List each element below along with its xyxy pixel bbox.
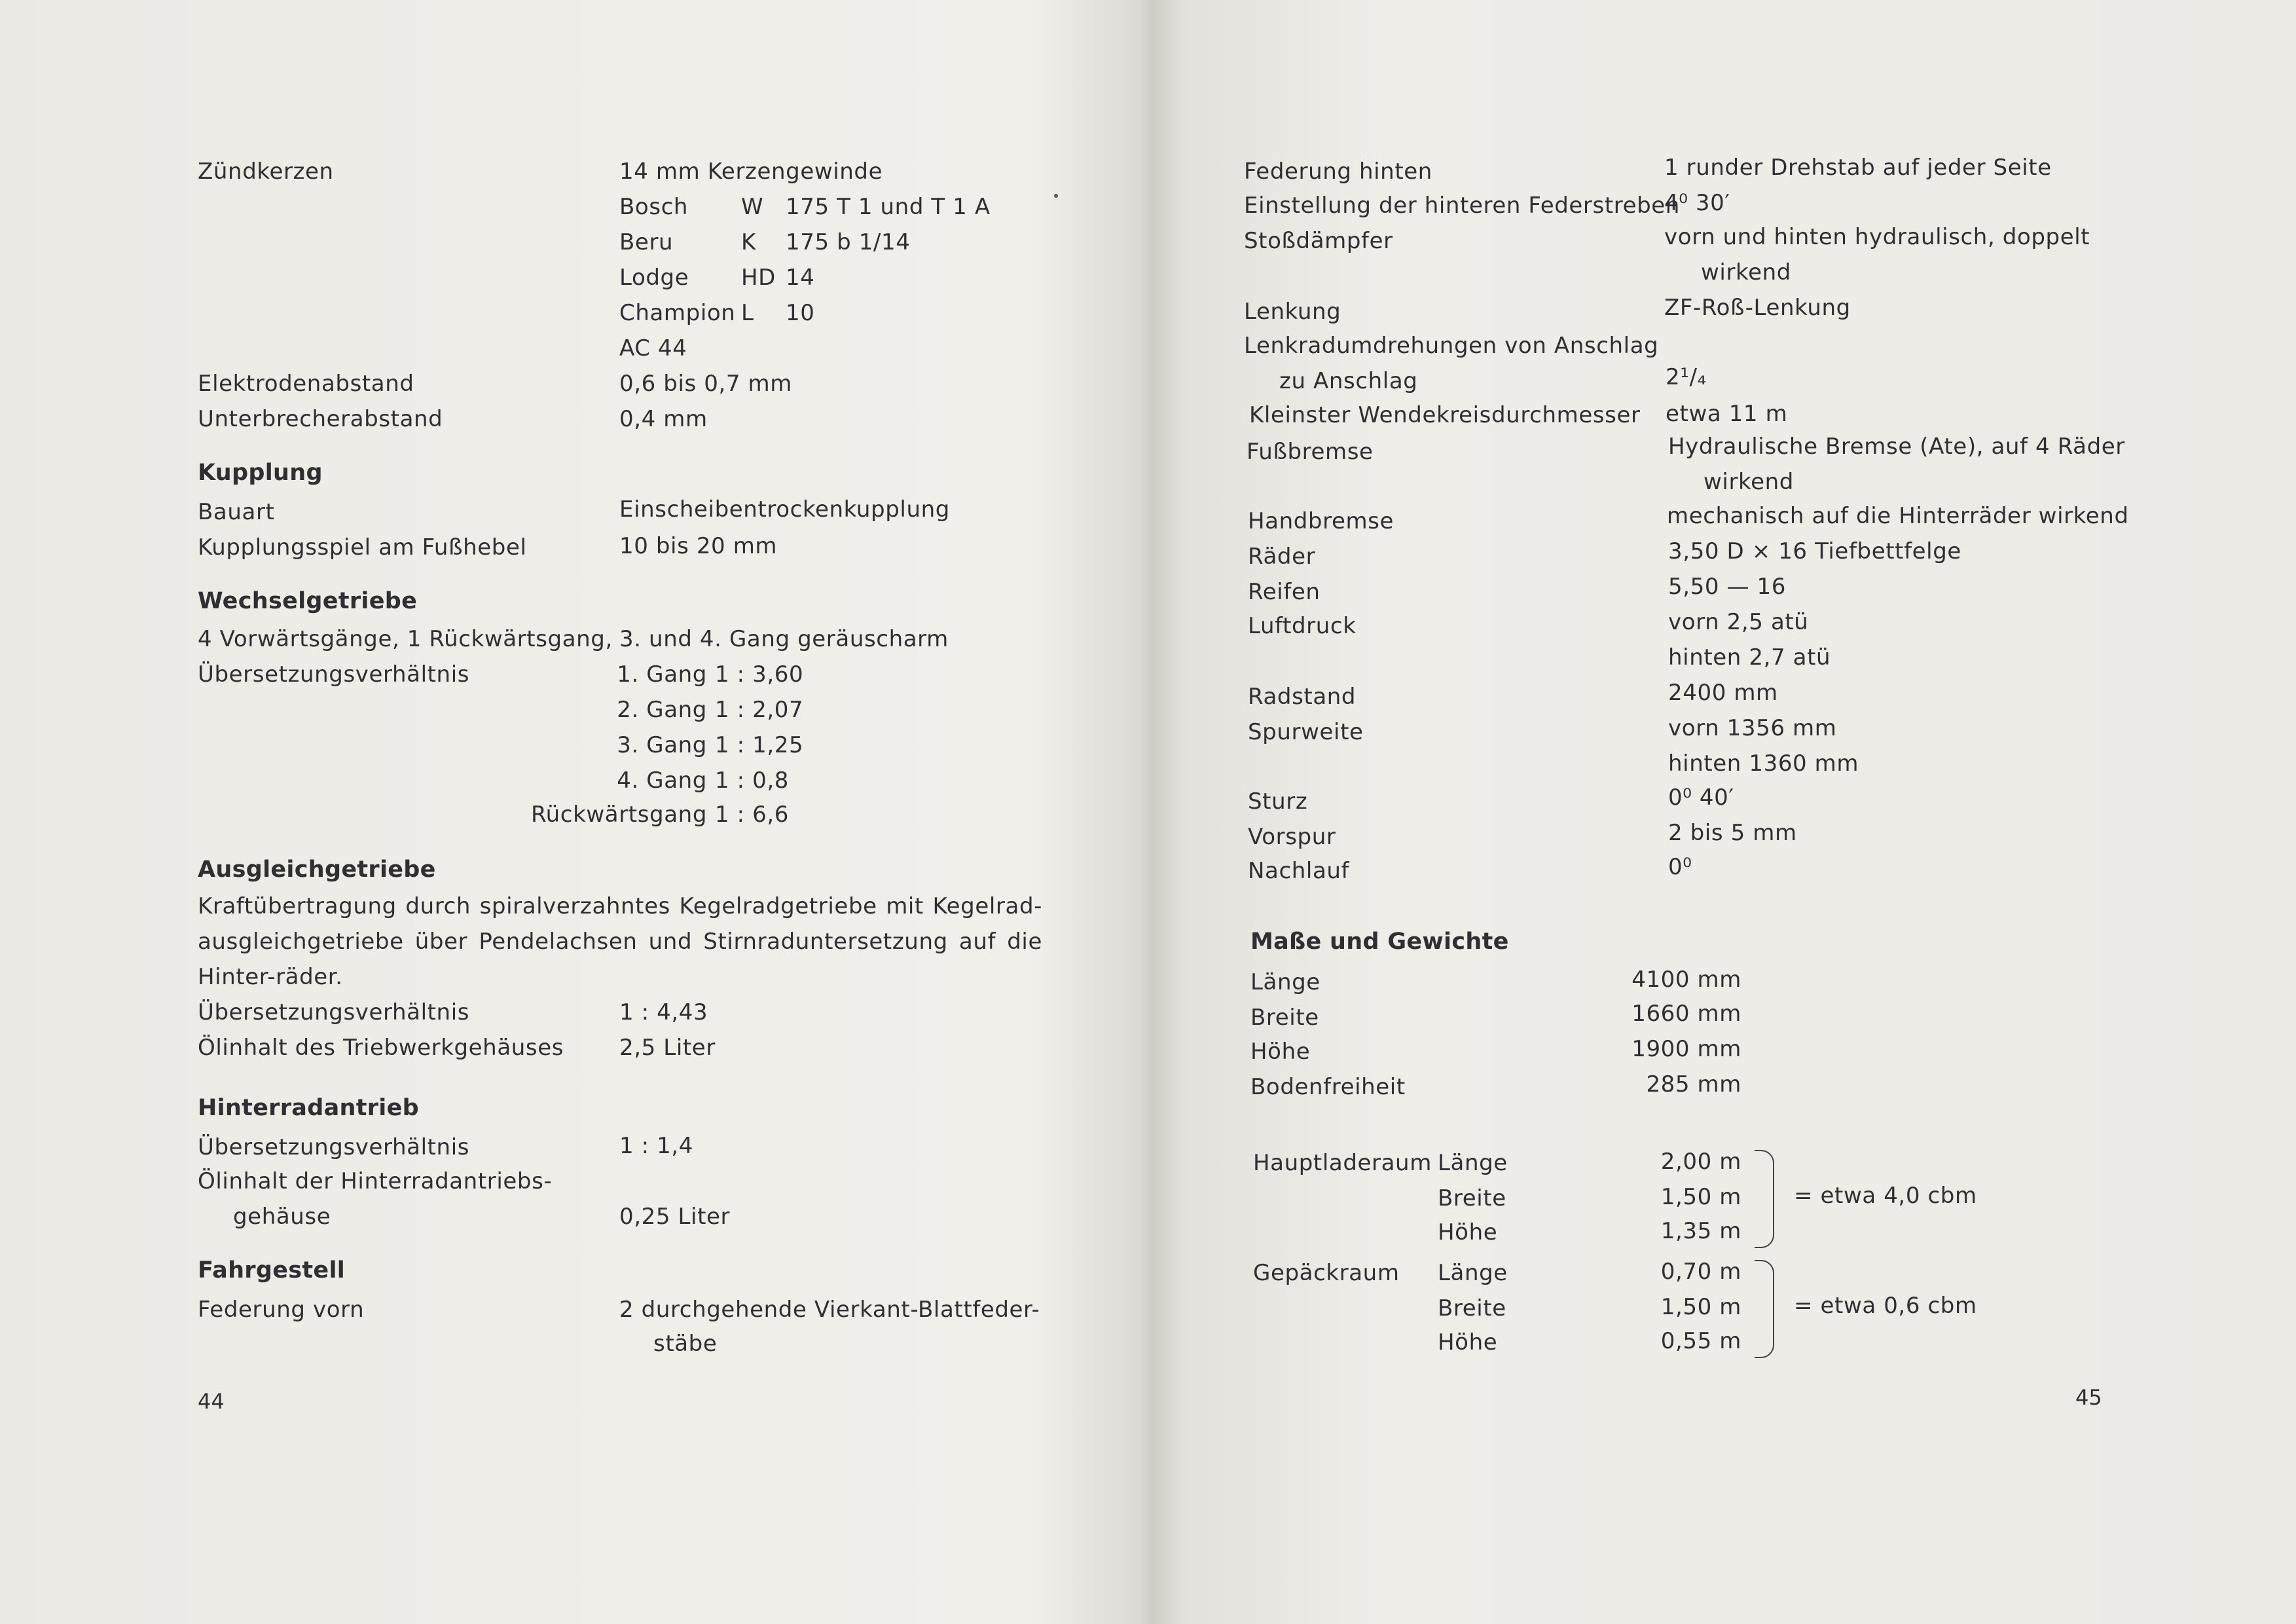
plug-brand: Champion bbox=[619, 300, 736, 326]
gear-ratio: 1 : 3,60 bbox=[715, 661, 804, 688]
gear-name: Rückwärtsgang bbox=[530, 802, 707, 828]
wheelbase-value: 2400 mm bbox=[1668, 680, 1778, 706]
turning-circle-label: Kleinster Wendekreisdurchmesser bbox=[1249, 402, 1641, 428]
spark-plugs-thread: 14 mm Kerzengewinde bbox=[619, 158, 883, 185]
steering-value: ZF-Roß-Lenkung bbox=[1664, 295, 1851, 321]
gearbox-heading: Wechselgetriebe bbox=[198, 588, 418, 614]
gear-name: 4. Gang bbox=[617, 767, 707, 794]
tyre-pressure-rear: hinten 2,7 atü bbox=[1668, 644, 1831, 671]
plug-spec: 175 T 1 und T 1 A bbox=[786, 194, 991, 220]
breaker-gap-label: Unterbrecherabstand bbox=[198, 406, 443, 432]
dimensions-heading: Maße und Gewichte bbox=[1250, 929, 1509, 955]
cargo-dim-label: Länge bbox=[1438, 1150, 1508, 1176]
rear-oil-value: 0,25 Liter bbox=[619, 1204, 731, 1230]
diff-oil-label: Ölinhalt des Triebwerkgehäuses bbox=[198, 1035, 564, 1061]
plug-code: L bbox=[741, 300, 754, 326]
electrode-gap-value: 0,6 bis 0,7 mm bbox=[619, 371, 792, 397]
differential-heading: Ausgleichgetriebe bbox=[198, 857, 436, 883]
clutch-type-label: Bauart bbox=[198, 499, 275, 525]
luggage-dim-value: 0,55 m bbox=[1660, 1328, 1741, 1354]
clutch-heading: Kupplung bbox=[198, 460, 323, 486]
wheels-label: Räder bbox=[1248, 544, 1316, 570]
tyres-value: 5,50 — 16 bbox=[1668, 574, 1786, 600]
cargo-dim-value: 2,00 m bbox=[1660, 1149, 1741, 1175]
luggage-brace bbox=[1755, 1260, 1774, 1358]
cargo-brace bbox=[1755, 1150, 1774, 1248]
cargo-space-label: Hauptladeraum bbox=[1253, 1150, 1432, 1176]
cargo-dim-value: 1,50 m bbox=[1660, 1184, 1741, 1210]
tyre-pressure-front: vorn 2,5 atü bbox=[1668, 609, 1809, 635]
height-value: 1900 mm bbox=[1631, 1036, 1741, 1062]
width-value: 1660 mm bbox=[1631, 1001, 1741, 1027]
hand-brake-label: Handbremse bbox=[1248, 508, 1394, 534]
cargo-dim-value: 1,35 m bbox=[1660, 1218, 1741, 1244]
diff-ratio-value: 1 : 4,43 bbox=[619, 999, 708, 1025]
track-rear: hinten 1360 mm bbox=[1668, 750, 1859, 777]
rear-ratio-value: 1 : 1,4 bbox=[619, 1133, 693, 1159]
diff-oil-value: 2,5 Liter bbox=[619, 1035, 716, 1061]
shock-absorber-label: Stoßdämpfer bbox=[1244, 228, 1393, 254]
differential-paragraph: Kraftübertragung durch spiralverzahntes Kegelradgetriebe mit Kegelrad-ausgleichgetriebe über Pendelachsen und Stirnraduntersetzung auf die Hinter-räder. bbox=[198, 893, 1042, 990]
strut-setting-value: 4⁰ 30′ bbox=[1664, 190, 1730, 216]
rear-oil-label: Ölinhalt der Hinterradantriebs- bbox=[198, 1168, 553, 1194]
toe-in-label: Vorspur bbox=[1248, 824, 1336, 850]
rear-suspension-label: Federung hinten bbox=[1244, 158, 1432, 185]
rear-suspension-value: 1 runder Drehstab auf jeder Seite bbox=[1664, 155, 2052, 181]
clutch-play-value: 10 bis 20 mm bbox=[619, 533, 778, 559]
plug-brand: Lodge bbox=[619, 265, 689, 291]
gear-ratio: 1 : 2,07 bbox=[715, 697, 804, 723]
electrode-gap-label: Elektrodenabstand bbox=[198, 371, 414, 397]
length-label: Länge bbox=[1250, 969, 1321, 995]
luggage-dim-label: Breite bbox=[1438, 1295, 1506, 1321]
plug-spec: 14 bbox=[786, 265, 815, 291]
luggage-total: = etwa 0,6 cbm bbox=[1794, 1293, 1977, 1319]
chassis-heading: Fahrgestell bbox=[198, 1257, 346, 1283]
diff-ratio-label: Übersetzungsverhältnis bbox=[198, 999, 470, 1025]
gearbox-ratio-label: Übersetzungsverhältnis bbox=[198, 661, 470, 688]
strut-setting-label: Einstellung der hinteren Federstreben bbox=[1244, 193, 1680, 219]
tyre-pressure-label: Luftdruck bbox=[1248, 613, 1357, 639]
gearbox-gears-label: 4 Vorwärtsgänge, 1 Rückwärtsgang, bbox=[198, 626, 613, 652]
steering-turns-value: 2¹/₄ bbox=[1666, 364, 1707, 390]
steering-turns-label: Lenkradumdrehungen von Anschlag bbox=[1244, 333, 1659, 359]
gear-name: 3. Gang bbox=[617, 732, 707, 758]
plug-code: HD bbox=[741, 265, 776, 291]
wheelbase-label: Radstand bbox=[1248, 684, 1357, 710]
turning-circle-value: etwa 11 m bbox=[1666, 401, 1788, 427]
steering-turns-label-cont: zu Anschlag bbox=[1279, 368, 1418, 394]
clutch-type-value: Einscheibentrockenkupplung bbox=[619, 496, 950, 523]
length-value: 4100 mm bbox=[1631, 967, 1741, 993]
ground-clearance-value: 285 mm bbox=[1646, 1071, 1741, 1098]
camber-value: 0⁰ 40′ bbox=[1668, 784, 1734, 811]
gear-name: 1. Gang bbox=[617, 661, 707, 688]
plug-code: W bbox=[741, 194, 764, 220]
front-suspension-value-cont: stäbe bbox=[653, 1331, 718, 1357]
shock-absorber-value: vorn und hinten hydraulisch, doppelt bbox=[1664, 224, 2090, 250]
clutch-play-label: Kupplungsspiel am Fußhebel bbox=[198, 534, 527, 561]
height-label: Höhe bbox=[1250, 1039, 1311, 1065]
rear-drive-heading: Hinterradantrieb bbox=[198, 1095, 419, 1121]
page-number: 44 bbox=[198, 1389, 225, 1414]
gear-ratio: 1 : 0,8 bbox=[715, 767, 789, 794]
caster-value: 0⁰ bbox=[1668, 854, 1692, 880]
steering-label: Lenkung bbox=[1244, 299, 1341, 325]
plug-spec: 10 bbox=[786, 300, 815, 326]
caster-label: Nachlauf bbox=[1248, 858, 1350, 884]
rear-oil-label-cont: gehäuse bbox=[233, 1204, 331, 1230]
breaker-gap-value: 0,4 mm bbox=[619, 406, 708, 432]
shock-absorber-value-cont: wirkend bbox=[1701, 259, 1791, 286]
gear-name: 2. Gang bbox=[617, 697, 707, 723]
foot-brake-value: Hydraulische Bremse (Ate), auf 4 Räder bbox=[1668, 434, 2125, 460]
print-speck bbox=[1054, 194, 1058, 198]
tyres-label: Reifen bbox=[1248, 579, 1321, 605]
toe-in-value: 2 bis 5 mm bbox=[1668, 820, 1797, 846]
gear-ratio: 1 : 1,25 bbox=[715, 732, 804, 758]
page-number: 45 bbox=[2075, 1385, 2102, 1410]
plug-spec: 175 b 1/14 bbox=[786, 229, 911, 255]
track-front: vorn 1356 mm bbox=[1668, 715, 1837, 741]
luggage-dim-label: Höhe bbox=[1438, 1329, 1498, 1356]
cargo-dim-label: Höhe bbox=[1438, 1219, 1498, 1246]
width-label: Breite bbox=[1250, 1005, 1319, 1031]
gear-ratio: 1 : 6,6 bbox=[715, 802, 789, 828]
rear-ratio-label: Übersetzungsverhältnis bbox=[198, 1134, 470, 1160]
hand-brake-value: mechanisch auf die Hinterräder wirkend bbox=[1667, 503, 2129, 529]
gearbox-gears-value: 3. und 4. Gang geräuscharm bbox=[619, 626, 949, 652]
cargo-dim-label: Breite bbox=[1438, 1185, 1506, 1211]
plug-brand: AC 44 bbox=[619, 335, 687, 361]
track-label: Spurweite bbox=[1248, 719, 1364, 745]
cargo-total: = etwa 4,0 cbm bbox=[1794, 1183, 1977, 1209]
foot-brake-label: Fußbremse bbox=[1247, 439, 1374, 465]
spark-plugs-label: Zündkerzen bbox=[198, 158, 334, 185]
front-suspension-label: Federung vorn bbox=[198, 1297, 365, 1323]
plug-brand: Beru bbox=[619, 229, 674, 255]
front-suspension-value: 2 durchgehende Vierkant-Blattfeder- bbox=[619, 1297, 1040, 1323]
luggage-dim-label: Länge bbox=[1438, 1260, 1508, 1286]
wheels-value: 3,50 D × 16 Tiefbettfelge bbox=[1668, 538, 1961, 564]
camber-label: Sturz bbox=[1248, 788, 1308, 815]
luggage-space-label: Gepäckraum bbox=[1253, 1260, 1400, 1286]
foot-brake-value-cont: wirkend bbox=[1704, 469, 1794, 495]
plug-code: K bbox=[741, 229, 756, 255]
luggage-dim-value: 1,50 m bbox=[1660, 1294, 1741, 1320]
luggage-dim-value: 0,70 m bbox=[1660, 1259, 1741, 1285]
ground-clearance-label: Bodenfreiheit bbox=[1250, 1074, 1406, 1100]
plug-brand: Bosch bbox=[619, 194, 689, 220]
